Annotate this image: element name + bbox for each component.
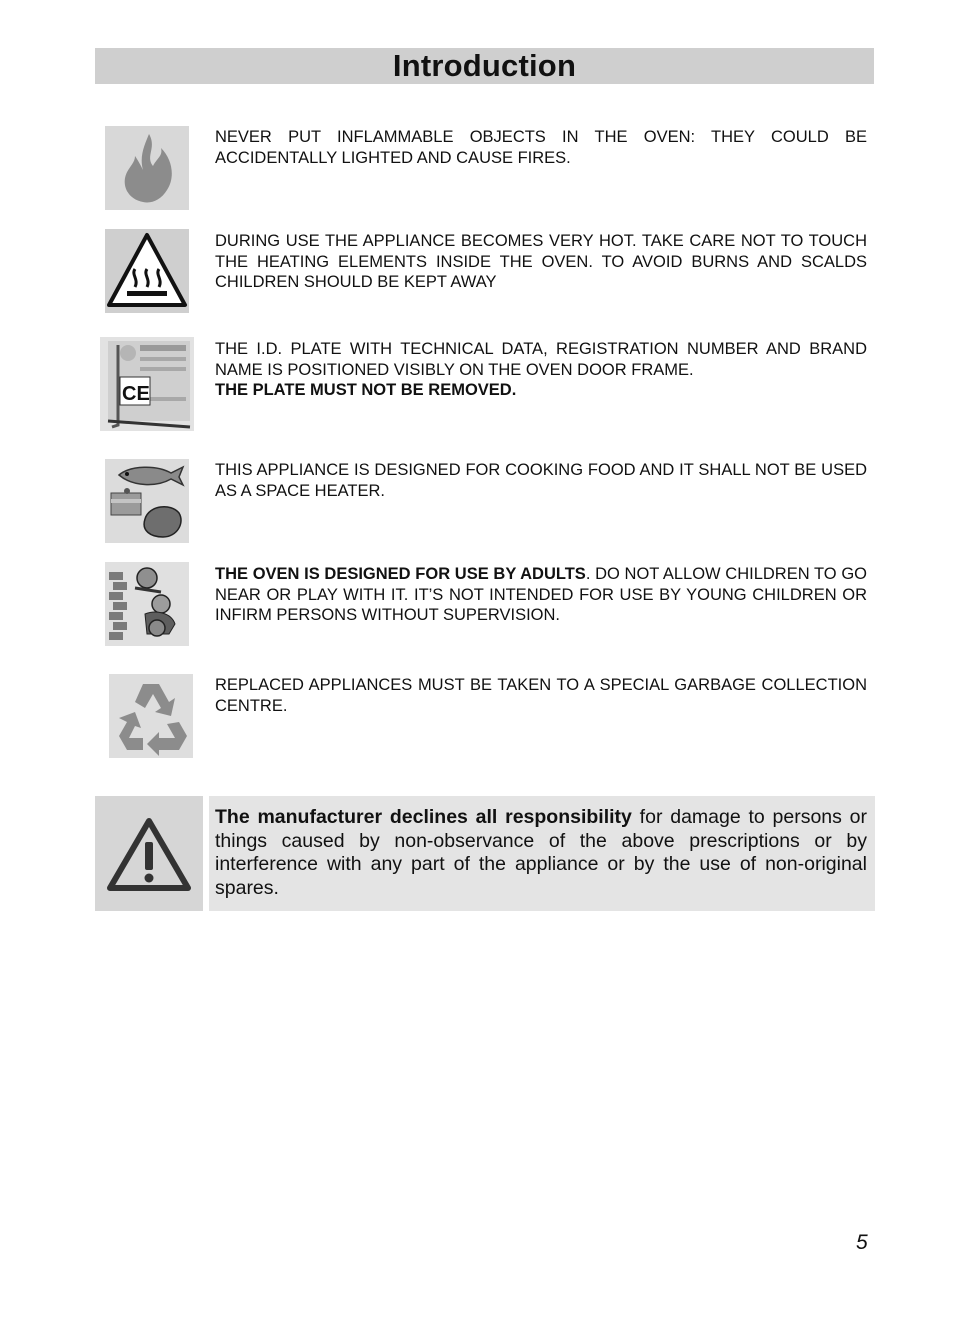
notice-divider (203, 796, 209, 911)
recycle-icon (109, 674, 193, 758)
warning-icon (95, 796, 203, 911)
children-icon (105, 562, 189, 646)
section-text-flame: NEVER PUT INFLAMMABLE OBJECTS IN THE OVEN: THEY COULD BE ACCIDENTALLY LIGHTED AND CAUSE FIRES. (215, 128, 867, 167)
svg-text:CE: CE (122, 383, 150, 405)
hot-surface-warning-icon (105, 229, 189, 313)
flame-icon (105, 126, 189, 210)
page-number: 5 (856, 1231, 868, 1254)
plate-text: THE I.D. PLATE WITH TECHNICAL DATA, REGISTRATION NUMBER AND BRAND NAME IS POSITIONED VISIBLY ON THE OVEN DOOR FRAME. (215, 340, 867, 379)
adults-bold-text: THE OVEN IS DESIGNED FOR USE BY ADULTS (215, 565, 586, 583)
ce-plate-icon (100, 337, 194, 431)
section-text-adults (215, 564, 867, 626)
section-text-plate (215, 339, 867, 401)
notice-body-text: for damage to persons or things caused by non-observance of the above prescriptions or by interference with any part of the appliance or by the use of non-original spares. (215, 806, 868, 899)
title-bar (95, 48, 874, 84)
notice-bold-text: The manufacturer declines all responsibility (215, 806, 632, 828)
section-text-hot: DURING USE THE APPLIANCE BECOMES VERY HOT. TAKE CARE NOT TO TOUCH THE HEATING ELEMENTS INSIDE THE OVEN. TO AVOID BURNS AND SCALDS CHILDREN SHOULD BE KEPT AWAY (215, 232, 867, 291)
page-title: Introduction (392, 48, 577, 83)
responsibility-notice (95, 796, 875, 911)
section-text-food: THIS APPLIANCE IS DESIGNED FOR COOKING FOOD AND IT SHALL NOT BE USED AS A SPACE HEATER. (215, 461, 867, 500)
plate-warning-text: THE PLATE MUST NOT BE REMOVED. (215, 381, 517, 399)
adults-text: . DO NOT ALLOW CHILDREN TO GO NEAR OR PLAY WITH IT. IT’S NOT INTENDED FOR USE BY YOUNG CHILDREN OR INFIRM PERSONS WITHOUT SUPERVISION. (215, 565, 867, 624)
section-text-recycle: REPLACED APPLIANCES MUST BE TAKEN TO A SPECIAL GARBAGE COLLECTION CENTRE. (215, 676, 867, 715)
notice-text (215, 806, 867, 900)
food-icon (105, 459, 189, 543)
